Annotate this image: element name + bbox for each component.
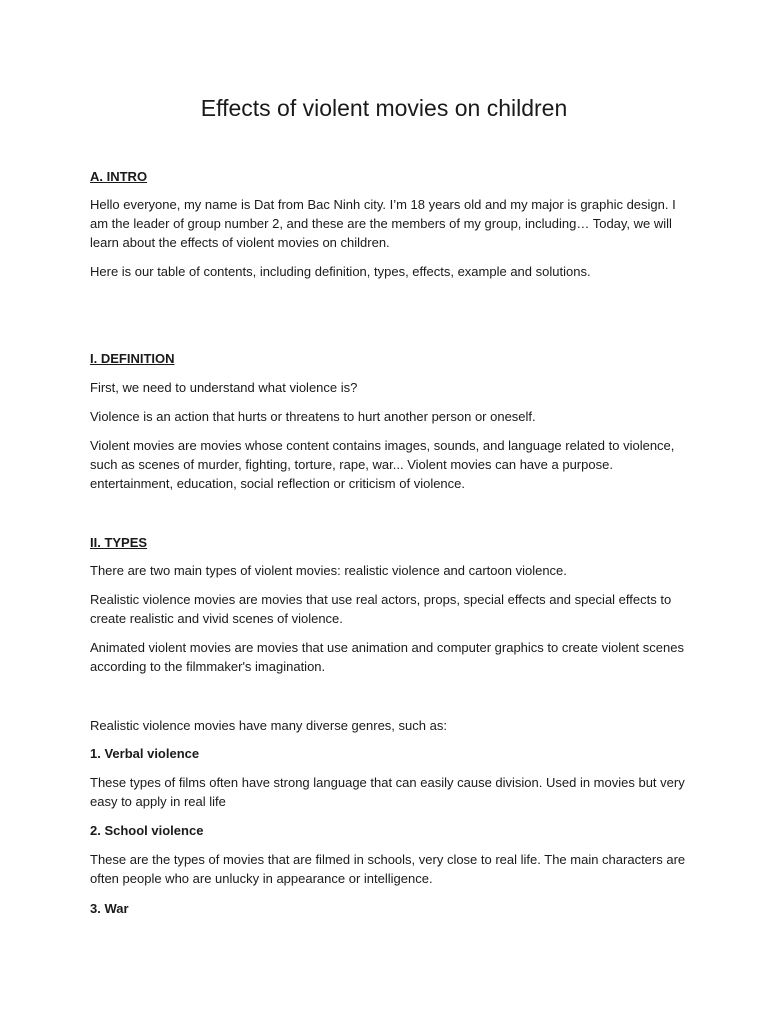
- subheading-school-violence: 2. School violence: [90, 823, 204, 838]
- document-title: Effects of violent movies on children: [200, 95, 568, 121]
- intro-paragraph-2: Here is our table of contents, including definition, types, effects, example and solutions.: [90, 264, 591, 279]
- definition-paragraph-3-wrap: [90, 436, 690, 493]
- types-paragraph-2-wrap: [90, 590, 690, 628]
- types-paragraph-3: Animated violent movies are movies that use animation and computer graphics to create violent scenes according to the filmmaker's imagination.: [90, 640, 684, 674]
- types-heading: II. TYPES: [90, 535, 148, 550]
- definition-paragraph-2: Violence is an action that hurts or threatens to hurt another person or oneself.: [90, 409, 536, 424]
- intro-paragraph-1-wrap: [90, 195, 690, 252]
- definition-section: [90, 349, 690, 368]
- subheading-school-wrap: [90, 821, 690, 840]
- intro-heading: A. INTRO: [90, 169, 148, 184]
- subheading-war: 3. War: [90, 901, 129, 916]
- verbal-violence-text-wrap: [90, 773, 690, 811]
- types-paragraph-1-wrap: [90, 561, 690, 580]
- definition-heading: I. DEFINITION: [90, 351, 175, 366]
- types-paragraph-2: Realistic violence movies are movies that use real actors, props, special effects and special effects to create realistic and vivid scenes of violence.: [90, 592, 672, 626]
- definition-paragraph-2-wrap: [90, 407, 690, 426]
- intro-section: [90, 167, 690, 186]
- verbal-violence-text: These types of films often have strong language that can easily cause division. Used in movies but very easy to apply in real life: [90, 775, 685, 809]
- types-paragraph-3-wrap: [90, 638, 690, 676]
- types-section: [90, 533, 690, 552]
- types-paragraph-4-wrap: [90, 716, 690, 735]
- definition-paragraph-1: First, we need to understand what violence is?: [90, 380, 358, 395]
- definition-paragraph-3: Violent movies are movies whose content contains images, sounds, and language related to violence, such as scenes of murder, fighting, torture, rape, war... Violent movies can have a purpose. entertainment, education, social reflection or criticism of violence.: [90, 438, 675, 491]
- subheading-verbal-wrap: [90, 744, 690, 763]
- school-violence-text-wrap: [90, 850, 690, 888]
- intro-paragraph-2-wrap: [90, 262, 690, 281]
- types-paragraph-4: Realistic violence movies have many diverse genres, such as:: [90, 718, 447, 733]
- types-paragraph-1: There are two main types of violent movies: realistic violence and cartoon violence.: [90, 563, 567, 578]
- subheading-verbal-violence: 1. Verbal violence: [90, 746, 200, 761]
- subheading-war-wrap: [90, 899, 690, 918]
- school-violence-text: These are the types of movies that are filmed in schools, very close to real life. The main characters are often people who are unlucky in appearance or intelligence.: [90, 852, 686, 886]
- definition-paragraph-1-wrap: [90, 378, 690, 397]
- intro-paragraph-1: Hello everyone, my name is Dat from Bac Ninh city. I’m 18 years old and my major is graphic design. I am the leader of group number 2, and these are the members of my group, including… Today, we will learn about the effects of violent movies on children.: [90, 197, 676, 250]
